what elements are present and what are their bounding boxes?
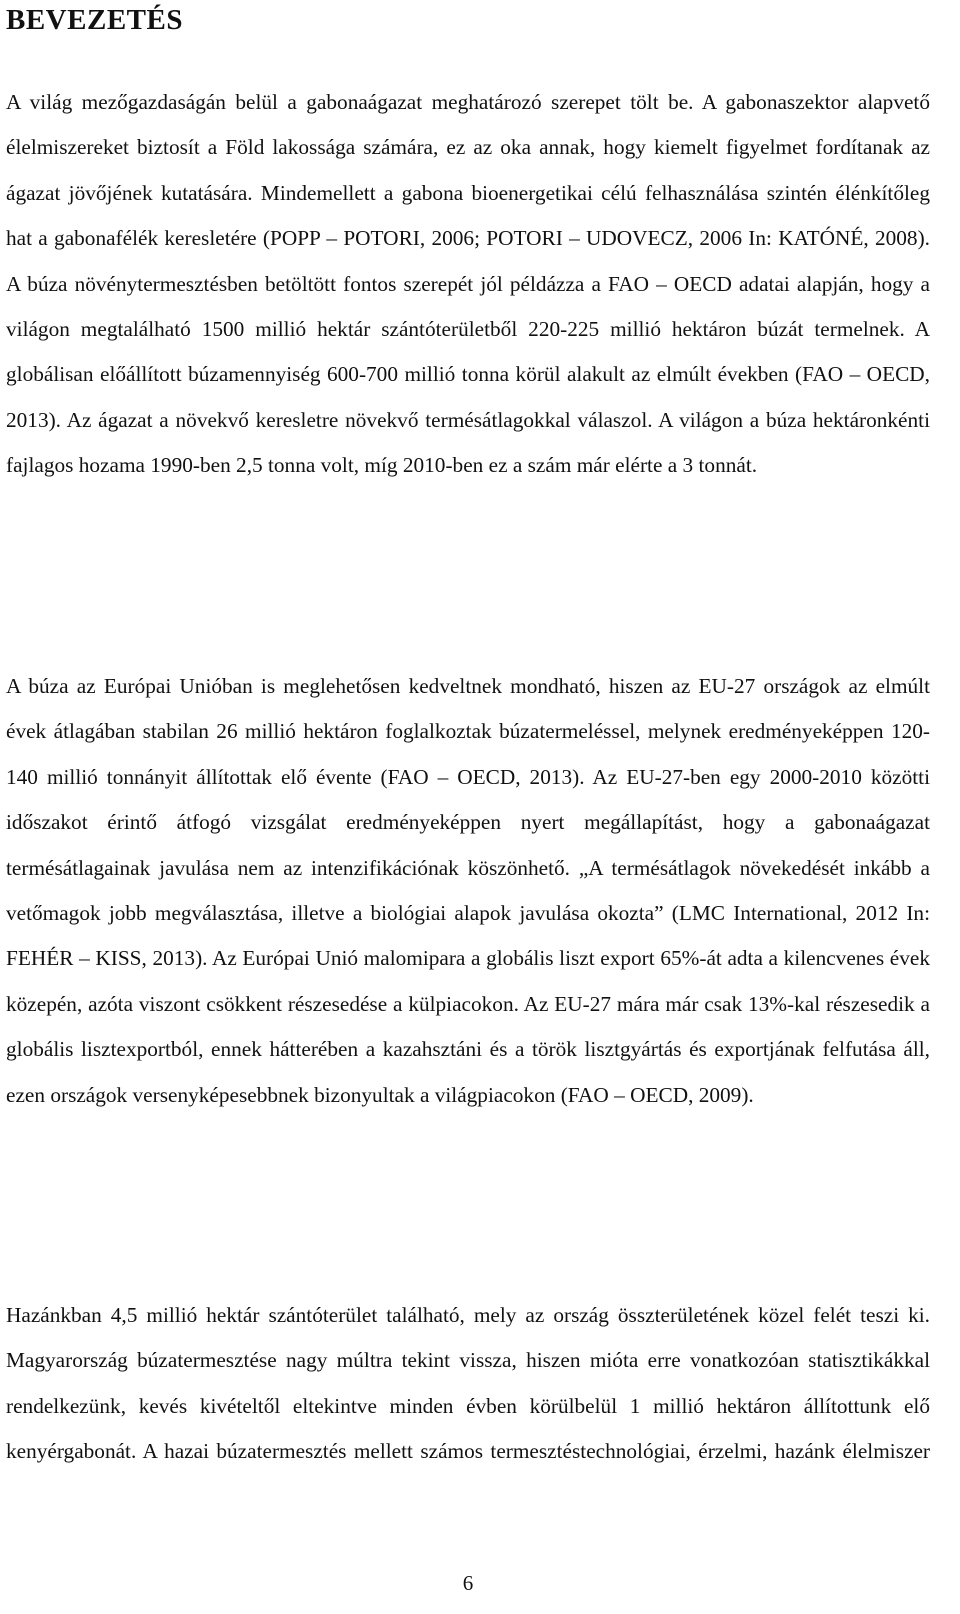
paragraph-eu-wheat: A búza az Európai Unióban is meglehetősen kedveltnek mondható, hiszen az EU-27 országok az elmúlt évek átlagában stabilan 26 millió hektáron foglalkoztak búzatermeléssel, melynek eredményeképpen 120-140 millió tonnányit állítottak elő évente (FAO – OECD, 2013). Az EU-27-ben egy 2000-2010 közötti időszakot érintő átfogó vizsgálat eredményeképpen nyert megállapítást, hogy a gabonaágazat termésátlagainak javulása nem az intenzifikációnak köszönhető. „A termésátlagok növekedését inkább a vetőmagok jobb megválasztása, illetve a biológiai alapok javulása okozta” (LMC International, 2012 In: FEHÉR – KISS, 2013). Az Európai Unió malomipara a globális liszt export 65%-át adta a kilencvenes évek közepén, azóta viszont csökkent részesedése a külpiacokon. Az EU-27 mára már csak 13%-kal részesedik a globális lisztexportból, ennek hátterében a kazahsztáni és a török lisztgyártás és exportjának felfutása áll, ezen országok versenyképesebbnek bizonyultak a világpiacokon (FAO – OECD, 2009). (6, 674, 930, 1107)
paragraph-world-grain: A világ mezőgazdaságán belül a gabonaágazat meghatározó szerepet tölt be. A gabonaszektor alapvető élelmiszereket biztosít a Föld lakossága számára, ez az oka annak, hogy kiemelt figyelmet fordítanak az ágazat jövőjének kutatására. Mindemellett a gabona bioenergetikai célú felhasználása szintén élénkítőleg hat a gabonafélék keresletére (POPP – POTORI, 2006; POTORI – UDOVECZ, 2006 In: KATÓNÉ, 2008). A búza növénytermesztésben betöltött fontos szerepét jól példázza a FAO – OECD adatai alapján, hogy a világon megtalálható 1500 millió hektár szántóterületből 220-225 millió hektáron búzát termelnek. A globálisan előállított búzamennyiség 600-700 millió tonna körül alakult az elmúlt években (FAO – OECD, 2013). Az ágazat a növekvő keresletre növekvő termésátlagokkal válaszol. A világon a búza hektáronkénti fajlagos hozama 1990-ben 2,5 tonna volt, míg 2010-ben ez a szám már elérte a 3 tonnát. (6, 90, 930, 478)
page-number: 6 (462, 1571, 474, 1595)
document-page (6, 0, 930, 1595)
section-heading: BEVEZETÉS (6, 4, 183, 36)
paragraph-hungary-wheat: Hazánkban 4,5 millió hektár szántóterület található, mely az ország összterületének közel felét teszi ki. Magyarország búzatermesztése nagy múltra tekint vissza, hiszen mióta erre vonatkozóan statisztikákkal rendelkezünk, kevés kivételtől eltekintve minden évben körülbelül 1 millió hektáron állítottunk elő kenyérgabonát. A hazai búzatermesztés mellett számos termesztéstechnológiai, érzelmi, hazánk élelmiszer (6, 1303, 930, 1464)
